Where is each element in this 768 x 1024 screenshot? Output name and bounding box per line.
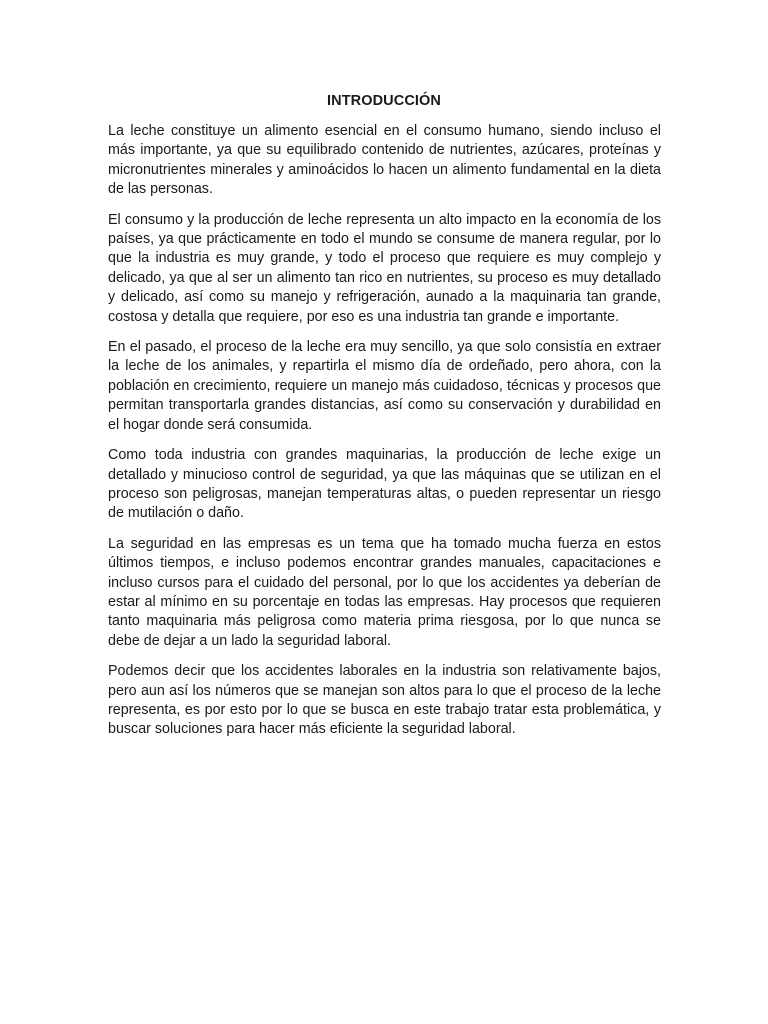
paragraph-6: Podemos decir que los accidentes laborales en la industria son relativamente bajos, pero aun así los números que se manejan son altos para lo que el proceso de la leche representa, es por esto por lo que se busca en este trabajo tratar esta problemática, y buscar soluciones para hacer más eficiente la seguridad laboral. xyxy=(108,663,661,738)
paragraph-3: En el pasado, el proceso de la leche era muy sencillo, ya que solo consistía en extraer la leche de los animales, y repartirla el mismo día de ordeñado, pero ahora, con la población en crecimiento, requiere un manejo más cuidadoso, técnicas y procesos que permitan transportarla grandes distancias, así como su conservación y durabilidad en el hogar donde será consumida. xyxy=(108,339,661,433)
paragraph-4: Como toda industria con grandes maquinarias, la producción de leche exige un detallado y minucioso control de seguridad, ya que las máquinas que se utilizan en el proceso son peligrosas, manejan temperaturas altas, o pueden representar un riesgo de mutilación o daño. xyxy=(108,447,661,522)
paragraph-2: El consumo y la producción de leche representa un alto impacto en la economía de los países, ya que prácticamente en todo el mundo se consume de manera regular, por lo que la industria es muy grande, y todo el proceso que requiere es muy complejo y delicado, ya que al ser un alimento tan rico en nutrientes, su proceso es muy detallado y delicado, así como su manejo y refrigeración, aunado a la maquinaria tan grande, costosa y detalla que requiere, por eso es una industria tan grande e importante. xyxy=(108,211,661,325)
document-body xyxy=(108,122,661,751)
document-title: INTRODUCCIÓN xyxy=(327,93,441,109)
paragraph-1: La leche constituye un alimento esencial en el consumo humano, siendo incluso el más importante, ya que su equilibrado contenido de nutrientes, azúcares, proteínas y micronutrientes minerales y aminoácidos lo hacen un alimento fundamental en la dieta de las personas. xyxy=(108,123,661,198)
paragraph-5: La seguridad en las empresas es un tema que ha tomado mucha fuerza en estos últimos tiempos, e incluso podemos encontrar grandes manuales, capacitaciones e incluso cursos para el cuidado del personal, por lo que los accidentes ya deberían de estar al mínimo en su porcentaje en todas las empresas. Hay procesos que requieren tanto maquinaria más peligrosa como materia prima riesgosa, por lo que nunca se debe de dejar a un lado la seguridad laboral. xyxy=(108,535,661,649)
